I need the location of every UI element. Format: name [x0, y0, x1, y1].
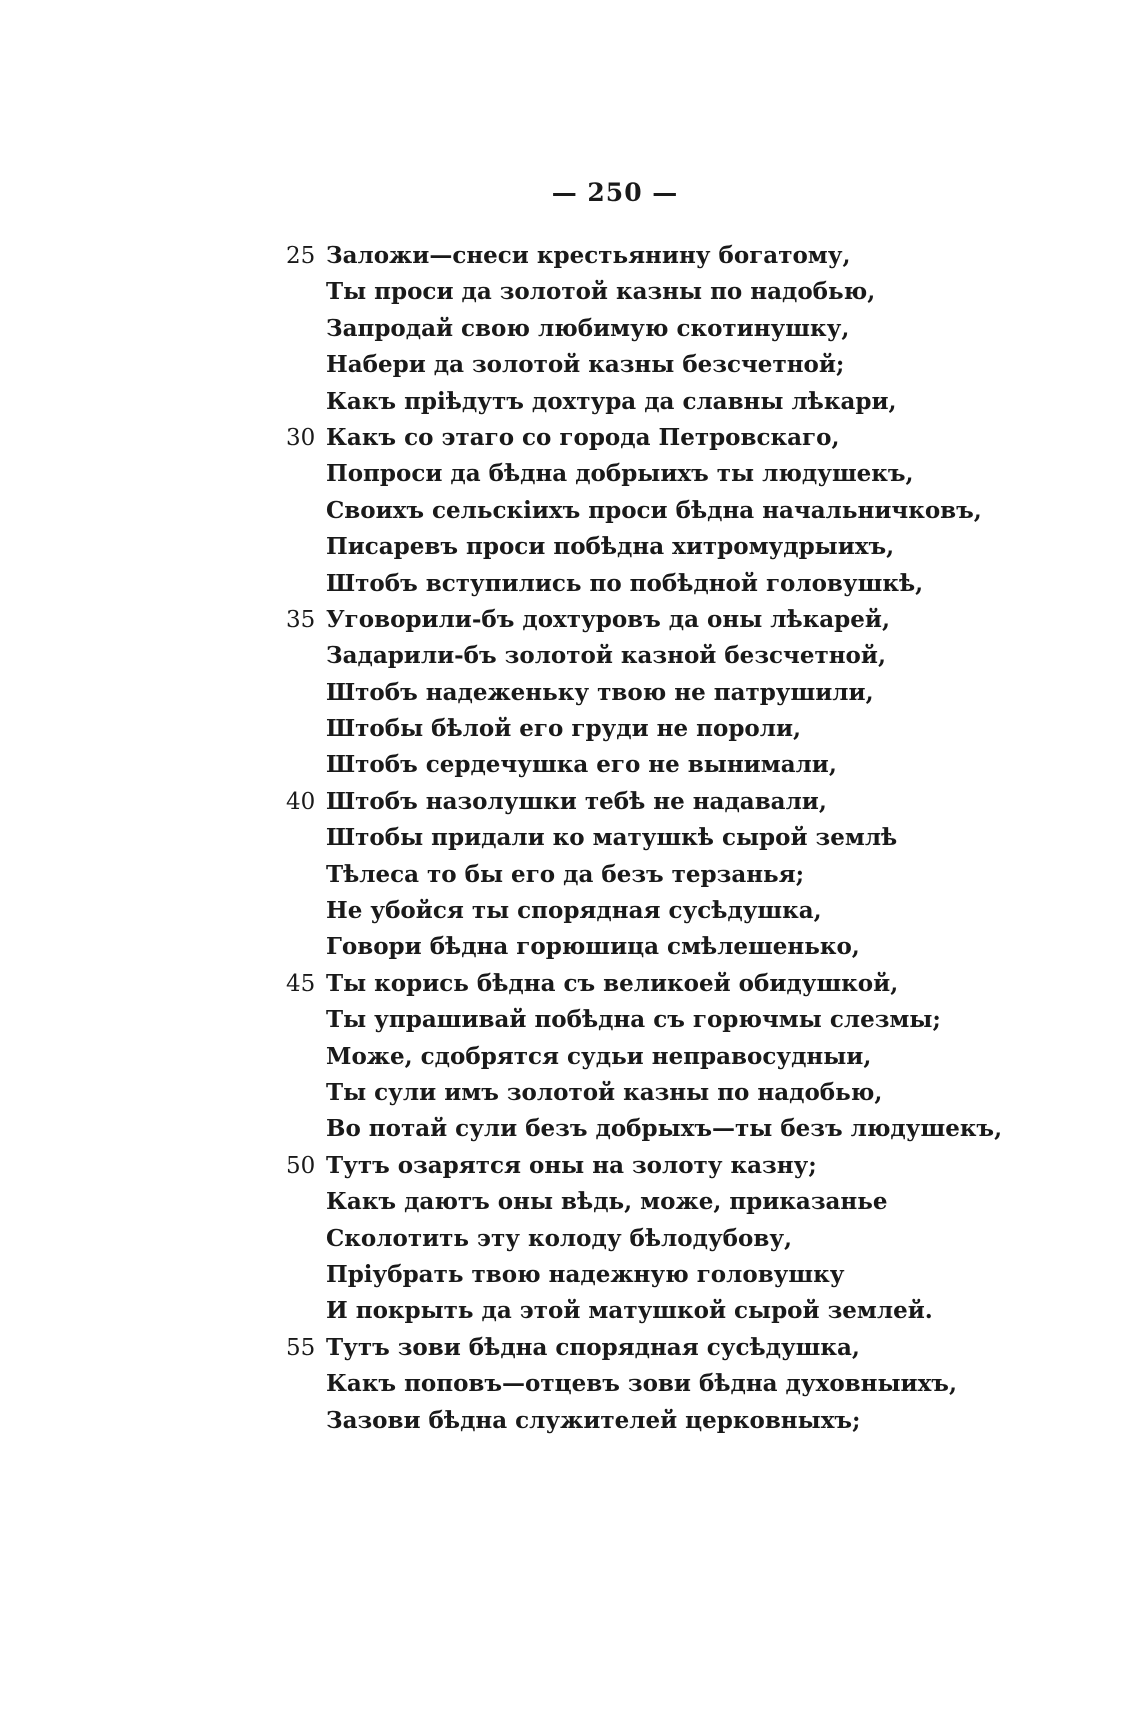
verse-line — [286, 1366, 1086, 1402]
line-text: Ты упрашивай побѣдна съ горючмы слезмы; — [326, 1006, 941, 1034]
verse-line — [286, 747, 1086, 783]
line-number: 40 — [286, 788, 316, 815]
page-number: — 250 — — [551, 178, 679, 207]
verse-line — [286, 1257, 1086, 1293]
line-text: Какъ прiѣдутъ дохтура да славны лѣкари, — [326, 387, 897, 415]
verse-block — [286, 238, 1086, 1439]
line-text: Запродай свою любимую скотинушку, — [326, 314, 850, 342]
line-text: Прiубрать твою надежную головушку — [326, 1260, 845, 1288]
verse-line — [286, 456, 1086, 492]
line-text: Какъ даютъ оны вѣдь, може, приказанье — [326, 1188, 888, 1216]
verse-line — [286, 311, 1086, 347]
line-text: Тѣлеса то бы его да безъ терзанья; — [326, 860, 805, 888]
line-text: Своихъ сельскiихъ проси бѣдна начальничковъ, — [326, 496, 982, 524]
verse-line — [286, 493, 1086, 529]
line-text: Може, сдобрятся судьи неправосудныи, — [326, 1042, 872, 1070]
verse-line — [286, 1293, 1086, 1329]
verse-line — [286, 1330, 1086, 1366]
verse-line — [286, 384, 1086, 420]
verse-line — [286, 1221, 1086, 1257]
line-text: Ты корись бѣдна съ великоей обидушкой, — [326, 969, 899, 997]
verse-line — [286, 929, 1086, 965]
line-text: Попроси да бѣдна добрыихъ ты людушекъ, — [326, 460, 914, 488]
line-text: Штобы бѣлой его груди не пороли, — [326, 715, 802, 743]
line-text: Тутъ озарятся оны на золоту казну; — [326, 1151, 817, 1179]
line-text: И покрыть да этой матушкой сырой землей. — [326, 1297, 933, 1325]
line-number: 45 — [286, 970, 316, 997]
verse-line — [286, 529, 1086, 565]
line-text: Штобъ надеженьку твою не патрушили, — [326, 678, 874, 706]
verse-line — [286, 857, 1086, 893]
line-number: 25 — [286, 243, 316, 269]
line-number: 50 — [286, 1152, 316, 1179]
verse-line — [286, 1403, 1086, 1439]
line-text: Ты сули имъ золотой казны по надобью, — [326, 1078, 883, 1106]
verse-line — [286, 1075, 1086, 1111]
line-text: Говори бѣдна горюшица смѣлешенько, — [326, 933, 860, 961]
line-text: Ты проси да золотой казны по надобью, — [326, 278, 876, 306]
verse-line — [286, 238, 1086, 274]
line-number: 35 — [286, 606, 316, 633]
line-text: Какъ поповъ—отцевъ зови бѣдна духовныихъ, — [326, 1370, 957, 1398]
line-text: Во потай сули безъ добрыхъ—ты безъ людушекъ, — [326, 1115, 1003, 1143]
verse-line — [286, 1039, 1086, 1075]
verse-line — [286, 347, 1086, 383]
verse-line — [286, 274, 1086, 310]
line-text: Сколотить эту колоду бѣлодубову, — [326, 1224, 793, 1252]
line-text: Какъ со этаго со города Петровскаго, — [326, 423, 840, 451]
verse-line — [286, 1184, 1086, 1220]
verse-line — [286, 566, 1086, 602]
line-text: Штобъ сердечушка его не вынимали, — [326, 751, 837, 779]
verse-line — [286, 966, 1086, 1002]
line-text: Штобы придали ко матушкѣ сырой землѣ — [326, 824, 898, 852]
line-text: Задарили-бъ золотой казной безсчетной, — [326, 642, 886, 670]
verse-line — [286, 1002, 1086, 1038]
line-number: 55 — [286, 1334, 316, 1361]
line-text: Штобъ назолушки тебѣ не надавали, — [326, 787, 827, 815]
verse-line — [286, 784, 1086, 820]
line-text: Писаревъ проси побѣдна хитромудрыихъ, — [326, 533, 895, 561]
verse-line — [286, 820, 1086, 856]
line-text: Заложи—снеси крестьянину богатому, — [326, 242, 851, 269]
verse-line — [286, 711, 1086, 747]
verse-line — [286, 602, 1086, 638]
verse-line — [286, 893, 1086, 929]
line-text: Уговорили-бъ дохтуровъ да оны лѣкарей, — [326, 605, 890, 633]
verse-line — [286, 1148, 1086, 1184]
line-text: Набери да золотой казны безсчетной; — [326, 351, 845, 379]
verse-line — [286, 420, 1086, 456]
verse-line — [286, 675, 1086, 711]
verse-line — [286, 1111, 1086, 1147]
line-text: Штобъ вступились по побѣдной головушкѣ, — [326, 569, 924, 597]
line-text: Не убойся ты спорядная сусѣдушка, — [326, 897, 822, 925]
line-number: 30 — [286, 424, 316, 451]
line-text: Зазови бѣдна служителей церковныхъ; — [326, 1406, 861, 1434]
line-text: Тутъ зови бѣдна спорядная сусѣдушка, — [326, 1333, 860, 1361]
verse-line — [286, 638, 1086, 674]
